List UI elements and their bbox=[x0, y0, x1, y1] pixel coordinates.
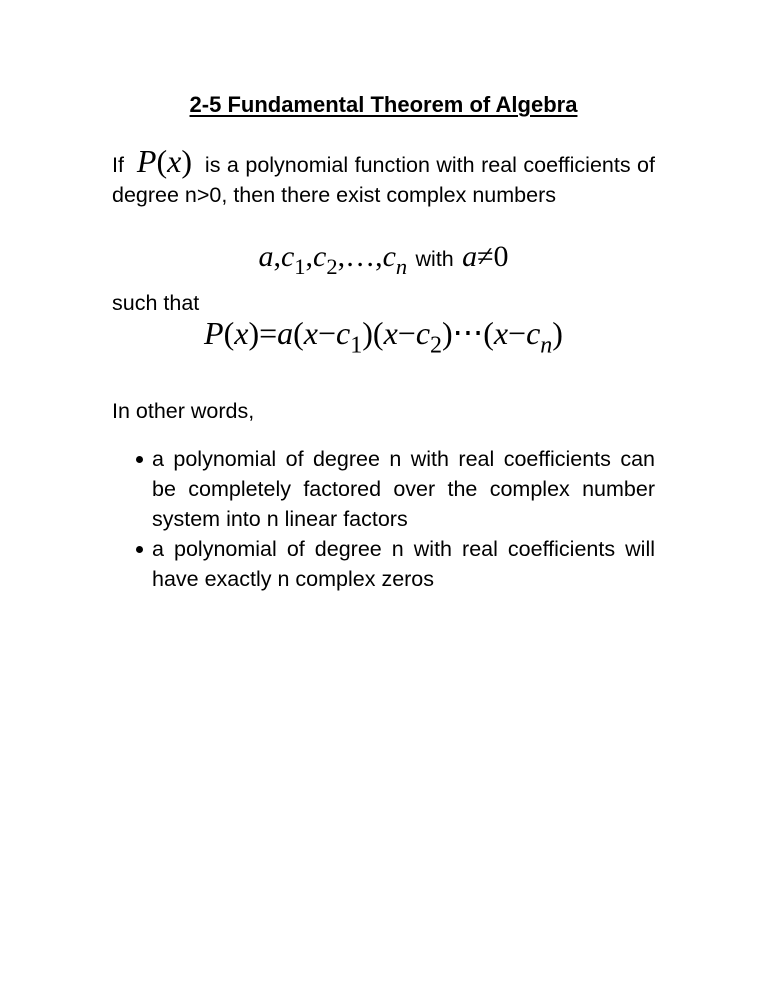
math-P-of-x: P(x) bbox=[136, 143, 192, 179]
bullet-icon bbox=[136, 456, 143, 463]
consequences-list bbox=[112, 444, 655, 594]
in-other-words-label: In other words, bbox=[112, 399, 255, 423]
theorem-statement bbox=[112, 143, 655, 210]
list-item: a polynomial of degree n with real coefficients can be completely factored over the complex number system into n linear factors bbox=[112, 444, 655, 534]
bullet-icon bbox=[136, 546, 143, 553]
statement-text: is a polynomial function with real coefficients of degree n>0, then there exist complex numbers bbox=[112, 153, 655, 207]
statement-lead: If bbox=[112, 153, 124, 177]
with-word: with bbox=[415, 247, 454, 271]
factorization-formula: $P(x)=a(x-c_1)(x-c_2)\cdot\cdot\cdot(x-c_n)$ bbox=[204, 315, 563, 359]
list-item: a polynomial of degree n with real coefficients will have exactly n complex zeros bbox=[112, 534, 655, 594]
constants-line: $a,c_1,c_2,\dots,c_n$ with a≠0 bbox=[258, 240, 509, 279]
such-that-label: such that bbox=[112, 291, 200, 315]
page-title: 2-5 Fundamental Theorem of Algebra bbox=[189, 92, 578, 117]
